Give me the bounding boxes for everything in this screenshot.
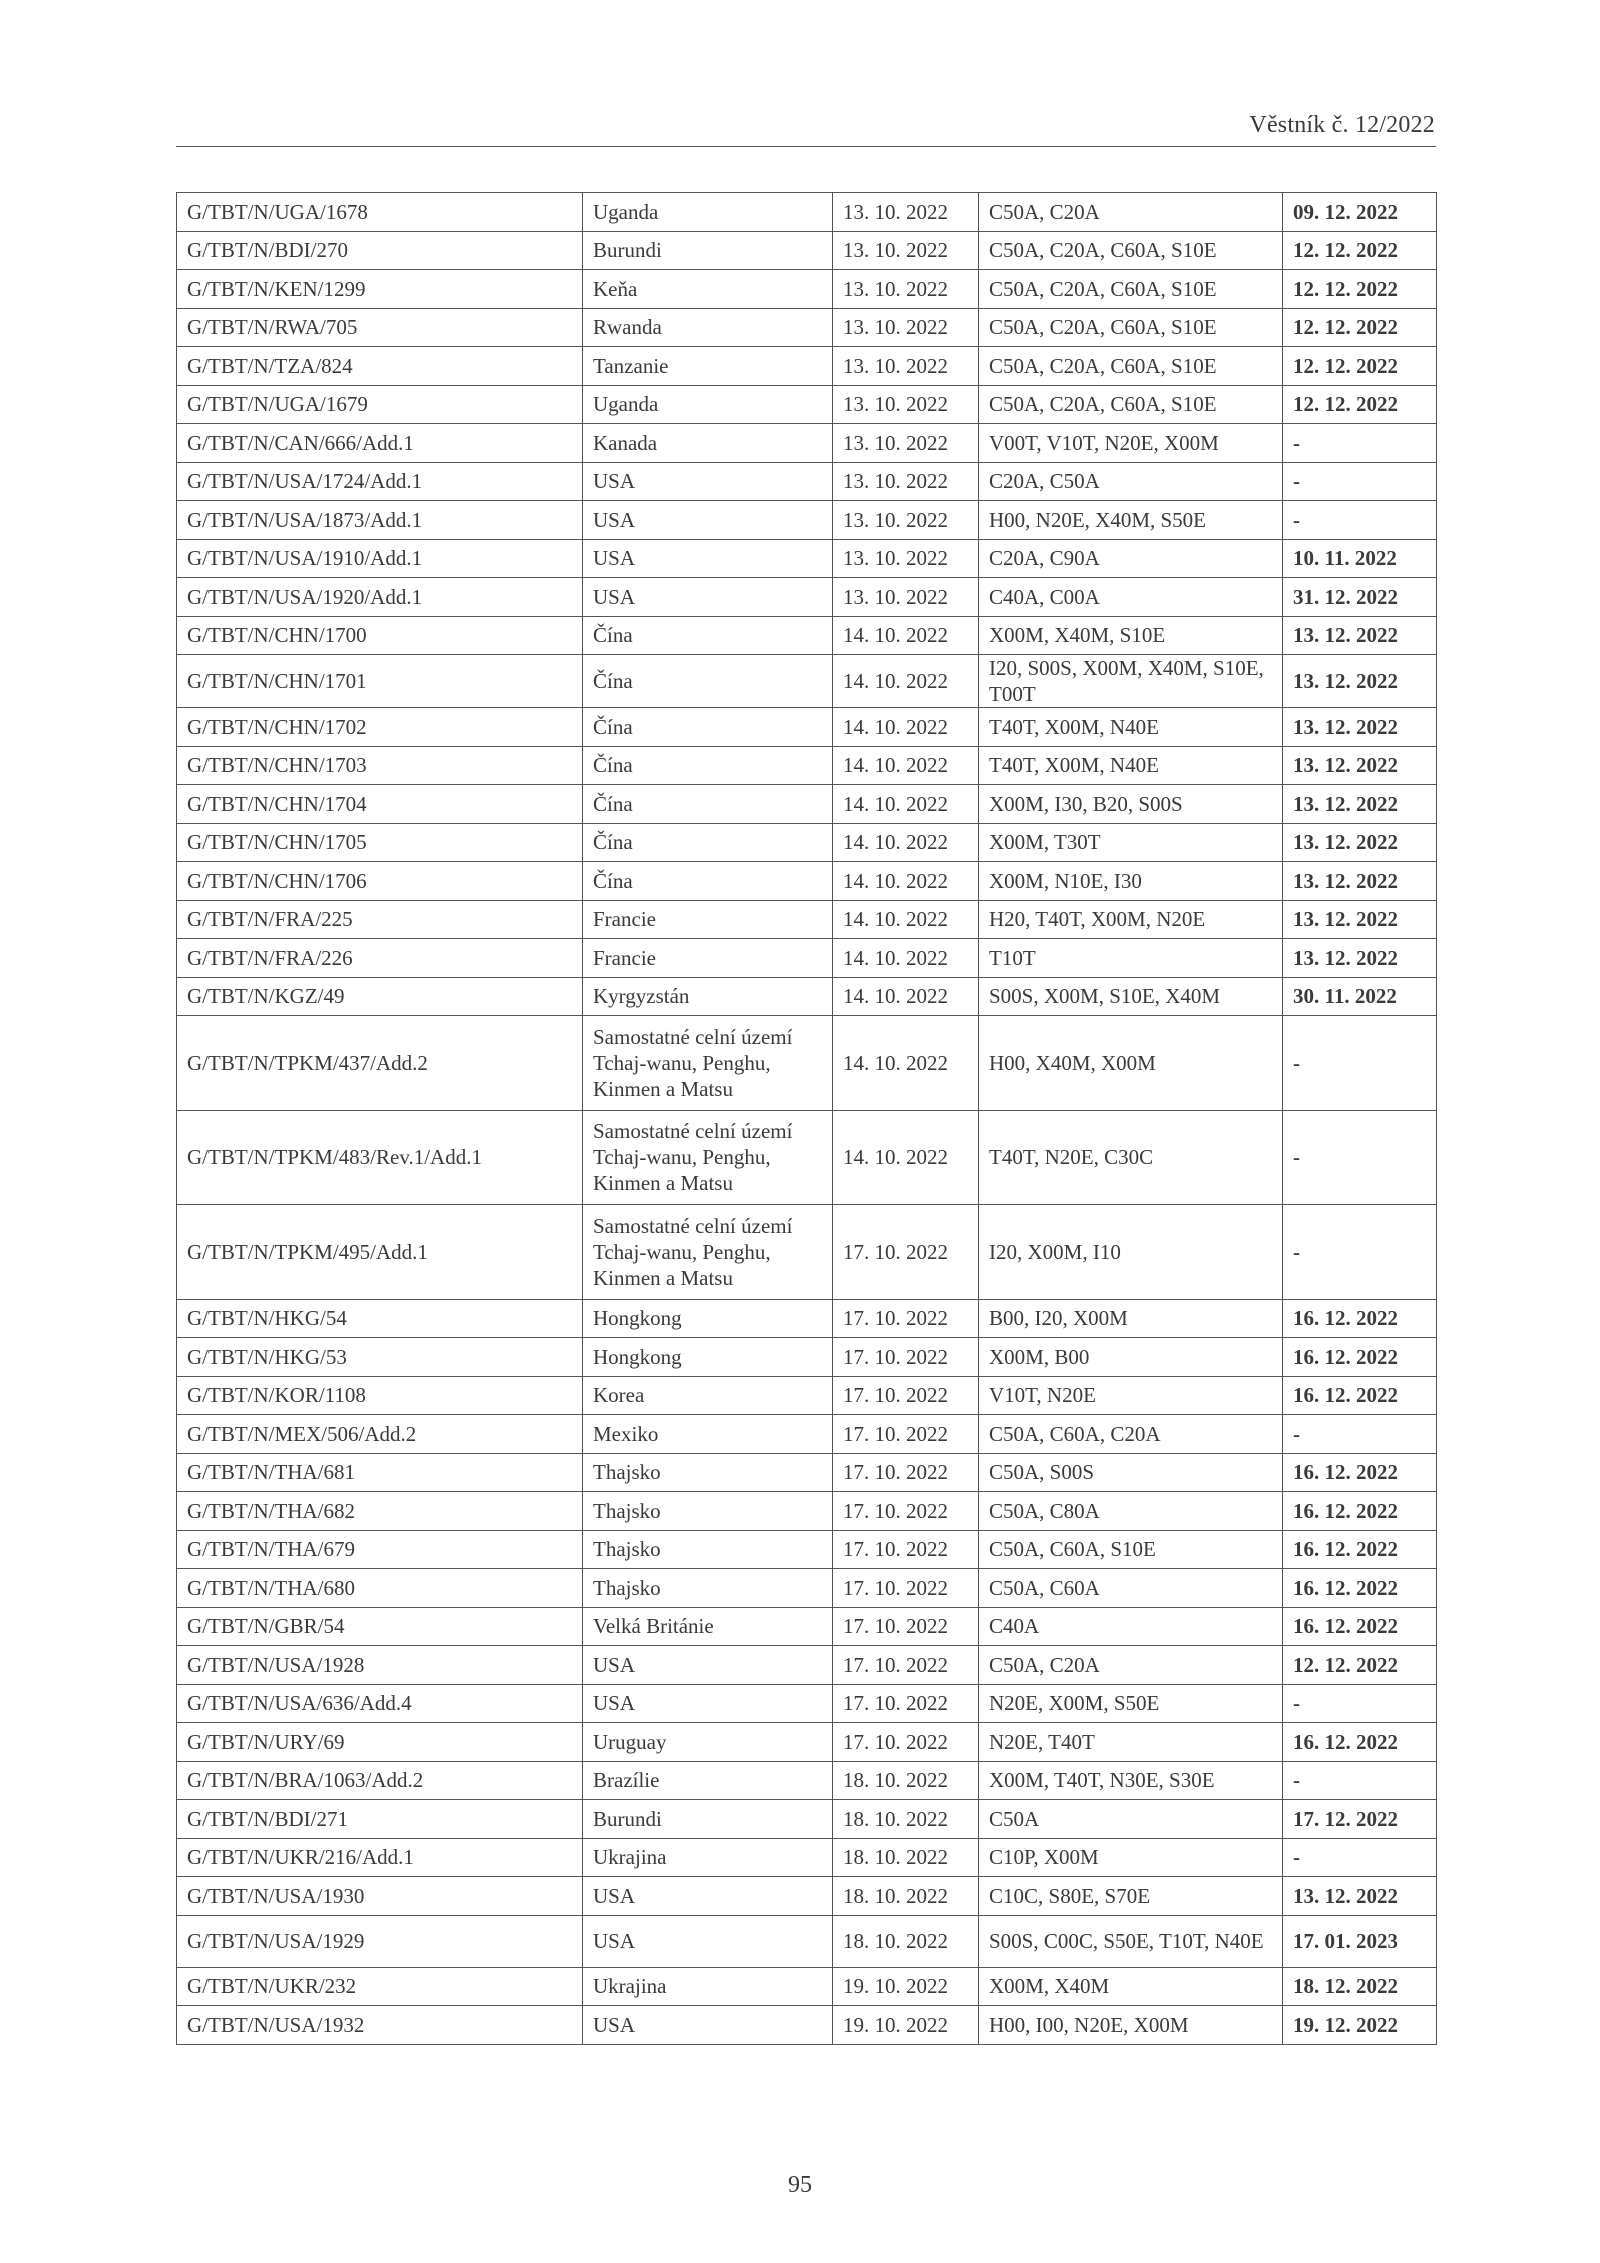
cell-date: 17. 10. 2022	[833, 1453, 979, 1492]
cell-member: Tanzanie	[583, 347, 833, 386]
cell-member: Burundi	[583, 1800, 833, 1839]
cell-date: 13. 10. 2022	[833, 347, 979, 386]
cell-member: Hongkong	[583, 1299, 833, 1338]
page-number: 95	[788, 2172, 812, 2198]
cell-codes: X00M, X40M	[979, 1967, 1283, 2006]
cell-codes: H00, I00, N20E, X00M	[979, 2006, 1283, 2045]
cell-date: 13. 10. 2022	[833, 270, 979, 309]
cell-date: 14. 10. 2022	[833, 616, 979, 655]
table-row	[177, 708, 1437, 747]
cell-member: Keňa	[583, 270, 833, 309]
cell-symbol: G/TBT/N/USA/1873/Add.1	[177, 501, 583, 540]
cell-deadline: 16. 12. 2022	[1283, 1530, 1437, 1569]
cell-symbol: G/TBT/N/CHN/1705	[177, 823, 583, 862]
cell-date: 17. 10. 2022	[833, 1492, 979, 1531]
cell-deadline: 13. 12. 2022	[1283, 939, 1437, 978]
cell-date: 17. 10. 2022	[833, 1530, 979, 1569]
cell-member: Thajsko	[583, 1492, 833, 1531]
cell-deadline: -	[1283, 1110, 1437, 1205]
cell-codes: H20, T40T, X00M, N20E	[979, 900, 1283, 939]
cell-date: 17. 10. 2022	[833, 1607, 979, 1646]
cell-deadline: 12. 12. 2022	[1283, 231, 1437, 270]
cell-member: USA	[583, 578, 833, 617]
cell-date: 13. 10. 2022	[833, 193, 979, 232]
cell-symbol: G/TBT/N/GBR/54	[177, 1607, 583, 1646]
table-row	[177, 1877, 1437, 1916]
cell-codes: I20, X00M, I10	[979, 1205, 1283, 1300]
table-row	[177, 578, 1437, 617]
cell-deadline: 17. 12. 2022	[1283, 1800, 1437, 1839]
table-row	[177, 900, 1437, 939]
cell-codes: C50A, C20A, C60A, S10E	[979, 385, 1283, 424]
cell-symbol: G/TBT/N/FRA/225	[177, 900, 583, 939]
table-row	[177, 1761, 1437, 1800]
cell-date: 13. 10. 2022	[833, 424, 979, 463]
cell-date: 18. 10. 2022	[833, 1800, 979, 1839]
cell-codes: V10T, N20E	[979, 1376, 1283, 1415]
cell-deadline: 09. 12. 2022	[1283, 193, 1437, 232]
table-row	[177, 1415, 1437, 1454]
table-row	[177, 193, 1437, 232]
cell-member: Samostatné celní území Tchaj-wanu, Penghu, Kinmen a Matsu	[583, 1205, 833, 1300]
cell-symbol: G/TBT/N/USA/1910/Add.1	[177, 539, 583, 578]
table-row	[177, 1569, 1437, 1608]
cell-codes: V00T, V10T, N20E, X00M	[979, 424, 1283, 463]
table-row	[177, 1607, 1437, 1646]
cell-symbol: G/TBT/N/TZA/824	[177, 347, 583, 386]
cell-date: 17. 10. 2022	[833, 1205, 979, 1300]
table-row	[177, 308, 1437, 347]
cell-date: 14. 10. 2022	[833, 746, 979, 785]
cell-member: Kanada	[583, 424, 833, 463]
cell-codes: T10T	[979, 939, 1283, 978]
cell-member: Ukrajina	[583, 1838, 833, 1877]
cell-symbol: G/TBT/N/UKR/232	[177, 1967, 583, 2006]
cell-date: 14. 10. 2022	[833, 977, 979, 1016]
cell-date: 19. 10. 2022	[833, 2006, 979, 2045]
cell-codes: C40A	[979, 1607, 1283, 1646]
cell-member: Uganda	[583, 193, 833, 232]
cell-codes: X00M, X40M, S10E	[979, 616, 1283, 655]
cell-date: 13. 10. 2022	[833, 578, 979, 617]
cell-deadline: 16. 12. 2022	[1283, 1492, 1437, 1531]
table-row	[177, 862, 1437, 901]
cell-symbol: G/TBT/N/UKR/216/Add.1	[177, 1838, 583, 1877]
cell-date: 14. 10. 2022	[833, 785, 979, 824]
cell-date: 17. 10. 2022	[833, 1338, 979, 1377]
table-row	[177, 347, 1437, 386]
cell-codes: N20E, T40T	[979, 1723, 1283, 1762]
cell-member: USA	[583, 1877, 833, 1916]
cell-member: Uganda	[583, 385, 833, 424]
table-row	[177, 231, 1437, 270]
cell-symbol: G/TBT/N/THA/680	[177, 1569, 583, 1608]
cell-symbol: G/TBT/N/KOR/1108	[177, 1376, 583, 1415]
cell-deadline: -	[1283, 1838, 1437, 1877]
table-row	[177, 785, 1437, 824]
table-row	[177, 539, 1437, 578]
cell-deadline: -	[1283, 1415, 1437, 1454]
cell-date: 17. 10. 2022	[833, 1376, 979, 1415]
cell-codes: I20, S00S, X00M, X40M, S10E, T00T	[979, 655, 1283, 708]
cell-codes: C10C, S80E, S70E	[979, 1877, 1283, 1916]
table-row	[177, 1684, 1437, 1723]
cell-member: USA	[583, 1915, 833, 1967]
cell-date: 14. 10. 2022	[833, 900, 979, 939]
cell-member: USA	[583, 1684, 833, 1723]
table-row	[177, 385, 1437, 424]
table-row	[177, 1723, 1437, 1762]
table-row	[177, 939, 1437, 978]
cell-member: USA	[583, 501, 833, 540]
cell-symbol: G/TBT/N/USA/1929	[177, 1915, 583, 1967]
cell-date: 18. 10. 2022	[833, 1877, 979, 1916]
header-divider	[176, 146, 1436, 147]
cell-deadline: 30. 11. 2022	[1283, 977, 1437, 1016]
table-row	[177, 270, 1437, 309]
table-row	[177, 1838, 1437, 1877]
cell-date: 19. 10. 2022	[833, 1967, 979, 2006]
cell-symbol: G/TBT/N/TPKM/437/Add.2	[177, 1016, 583, 1111]
cell-codes: H00, X40M, X00M	[979, 1016, 1283, 1111]
cell-date: 14. 10. 2022	[833, 655, 979, 708]
cell-date: 14. 10. 2022	[833, 1016, 979, 1111]
cell-deadline: 13. 12. 2022	[1283, 655, 1437, 708]
table-row	[177, 1376, 1437, 1415]
cell-codes: C50A, C60A, S10E	[979, 1530, 1283, 1569]
cell-member: Thajsko	[583, 1530, 833, 1569]
cell-member: USA	[583, 539, 833, 578]
cell-codes: X00M, I30, B20, S00S	[979, 785, 1283, 824]
cell-member: Ukrajina	[583, 1967, 833, 2006]
table-row	[177, 1915, 1437, 1967]
cell-codes: C10P, X00M	[979, 1838, 1283, 1877]
cell-symbol: G/TBT/N/CHN/1706	[177, 862, 583, 901]
cell-symbol: G/TBT/N/USA/1724/Add.1	[177, 462, 583, 501]
cell-deadline: 31. 12. 2022	[1283, 578, 1437, 617]
cell-member: Čína	[583, 785, 833, 824]
cell-symbol: G/TBT/N/CHN/1701	[177, 655, 583, 708]
cell-codes: C50A	[979, 1800, 1283, 1839]
cell-deadline: 12. 12. 2022	[1283, 347, 1437, 386]
cell-deadline: 13. 12. 2022	[1283, 862, 1437, 901]
cell-member: Francie	[583, 939, 833, 978]
cell-codes: C50A, C20A	[979, 193, 1283, 232]
cell-symbol: G/TBT/N/RWA/705	[177, 308, 583, 347]
cell-deadline: 12. 12. 2022	[1283, 270, 1437, 309]
cell-codes: C20A, C90A	[979, 539, 1283, 578]
cell-codes: C50A, C60A	[979, 1569, 1283, 1608]
cell-deadline: 16. 12. 2022	[1283, 1338, 1437, 1377]
cell-deadline: -	[1283, 1016, 1437, 1111]
cell-member: USA	[583, 1646, 833, 1685]
cell-codes: C50A, C80A	[979, 1492, 1283, 1531]
cell-codes: X00M, B00	[979, 1338, 1283, 1377]
table-row	[177, 1299, 1437, 1338]
cell-date: 17. 10. 2022	[833, 1569, 979, 1608]
table-row	[177, 2006, 1437, 2045]
cell-member: Burundi	[583, 231, 833, 270]
cell-date: 17. 10. 2022	[833, 1646, 979, 1685]
cell-symbol: G/TBT/N/CHN/1702	[177, 708, 583, 747]
cell-date: 14. 10. 2022	[833, 862, 979, 901]
cell-codes: C50A, S00S	[979, 1453, 1283, 1492]
cell-codes: T40T, X00M, N40E	[979, 746, 1283, 785]
cell-member: Velká Británie	[583, 1607, 833, 1646]
cell-deadline: 18. 12. 2022	[1283, 1967, 1437, 2006]
cell-date: 14. 10. 2022	[833, 708, 979, 747]
cell-deadline: 12. 12. 2022	[1283, 1646, 1437, 1685]
table-row	[177, 1110, 1437, 1205]
table-row	[177, 424, 1437, 463]
cell-symbol: G/TBT/N/BDI/271	[177, 1800, 583, 1839]
cell-date: 17. 10. 2022	[833, 1723, 979, 1762]
cell-deadline: -	[1283, 501, 1437, 540]
table-row	[177, 823, 1437, 862]
cell-codes: C20A, C50A	[979, 462, 1283, 501]
cell-date: 13. 10. 2022	[833, 385, 979, 424]
table-row	[177, 746, 1437, 785]
cell-deadline: 16. 12. 2022	[1283, 1723, 1437, 1762]
cell-member: Thajsko	[583, 1453, 833, 1492]
cell-deadline: 13. 12. 2022	[1283, 616, 1437, 655]
cell-member: Rwanda	[583, 308, 833, 347]
notifications-table	[176, 192, 1437, 2045]
cell-symbol: G/TBT/N/THA/681	[177, 1453, 583, 1492]
table-row	[177, 1646, 1437, 1685]
cell-symbol: G/TBT/N/KEN/1299	[177, 270, 583, 309]
cell-codes: X00M, T30T	[979, 823, 1283, 862]
cell-symbol: G/TBT/N/CHN/1700	[177, 616, 583, 655]
cell-symbol: G/TBT/N/BDI/270	[177, 231, 583, 270]
table-row	[177, 501, 1437, 540]
cell-deadline: 16. 12. 2022	[1283, 1607, 1437, 1646]
cell-deadline: 10. 11. 2022	[1283, 539, 1437, 578]
cell-deadline: -	[1283, 1761, 1437, 1800]
cell-member: Samostatné celní území Tchaj-wanu, Penghu, Kinmen a Matsu	[583, 1016, 833, 1111]
table-row	[177, 462, 1437, 501]
cell-symbol: G/TBT/N/USA/1920/Add.1	[177, 578, 583, 617]
cell-deadline: 13. 12. 2022	[1283, 785, 1437, 824]
cell-deadline: 13. 12. 2022	[1283, 823, 1437, 862]
cell-codes: C50A, C60A, C20A	[979, 1415, 1283, 1454]
cell-date: 17. 10. 2022	[833, 1684, 979, 1723]
table-row	[177, 1338, 1437, 1377]
cell-member: Čína	[583, 746, 833, 785]
cell-codes: C50A, C20A, C60A, S10E	[979, 270, 1283, 309]
cell-codes: C50A, C20A, C60A, S10E	[979, 231, 1283, 270]
cell-symbol: G/TBT/N/HKG/53	[177, 1338, 583, 1377]
cell-codes: T40T, N20E, C30C	[979, 1110, 1283, 1205]
cell-member: Čína	[583, 616, 833, 655]
notifications-table-body	[177, 193, 1437, 2045]
cell-codes: X00M, N10E, I30	[979, 862, 1283, 901]
cell-codes: C50A, C20A	[979, 1646, 1283, 1685]
cell-symbol: G/TBT/N/THA/679	[177, 1530, 583, 1569]
cell-member: USA	[583, 462, 833, 501]
cell-symbol: G/TBT/N/BRA/1063/Add.2	[177, 1761, 583, 1800]
cell-codes: X00M, T40T, N30E, S30E	[979, 1761, 1283, 1800]
cell-symbol: G/TBT/N/TPKM/483/Rev.1/Add.1	[177, 1110, 583, 1205]
cell-date: 14. 10. 2022	[833, 939, 979, 978]
cell-symbol: G/TBT/N/USA/1932	[177, 2006, 583, 2045]
table-row	[177, 1016, 1437, 1111]
cell-date: 18. 10. 2022	[833, 1915, 979, 1967]
cell-codes: C50A, C20A, C60A, S10E	[979, 308, 1283, 347]
cell-symbol: G/TBT/N/UGA/1679	[177, 385, 583, 424]
cell-date: 13. 10. 2022	[833, 501, 979, 540]
cell-date: 13. 10. 2022	[833, 308, 979, 347]
cell-deadline: 13. 12. 2022	[1283, 900, 1437, 939]
cell-deadline: 12. 12. 2022	[1283, 308, 1437, 347]
cell-symbol: G/TBT/N/KGZ/49	[177, 977, 583, 1016]
cell-date: 14. 10. 2022	[833, 823, 979, 862]
cell-date: 13. 10. 2022	[833, 231, 979, 270]
cell-date: 18. 10. 2022	[833, 1761, 979, 1800]
cell-deadline: -	[1283, 424, 1437, 463]
cell-member: Čína	[583, 708, 833, 747]
cell-codes: H00, N20E, X40M, S50E	[979, 501, 1283, 540]
cell-date: 14. 10. 2022	[833, 1110, 979, 1205]
table-row	[177, 616, 1437, 655]
cell-symbol: G/TBT/N/USA/1928	[177, 1646, 583, 1685]
cell-codes: S00S, C00C, S50E, T10T, N40E	[979, 1915, 1283, 1967]
cell-codes: N20E, X00M, S50E	[979, 1684, 1283, 1723]
cell-member: Korea	[583, 1376, 833, 1415]
table-row	[177, 1492, 1437, 1531]
cell-deadline: 12. 12. 2022	[1283, 385, 1437, 424]
cell-codes: C50A, C20A, C60A, S10E	[979, 347, 1283, 386]
cell-date: 17. 10. 2022	[833, 1415, 979, 1454]
cell-member: Kyrgyzstán	[583, 977, 833, 1016]
cell-member: USA	[583, 2006, 833, 2045]
cell-symbol: G/TBT/N/USA/1930	[177, 1877, 583, 1916]
table-row	[177, 655, 1437, 708]
cell-deadline: -	[1283, 1684, 1437, 1723]
cell-symbol: G/TBT/N/USA/636/Add.4	[177, 1684, 583, 1723]
cell-deadline: 16. 12. 2022	[1283, 1569, 1437, 1608]
cell-member: Francie	[583, 900, 833, 939]
cell-symbol: G/TBT/N/MEX/506/Add.2	[177, 1415, 583, 1454]
cell-deadline: 19. 12. 2022	[1283, 2006, 1437, 2045]
table-row	[177, 977, 1437, 1016]
cell-deadline: -	[1283, 462, 1437, 501]
cell-member: Mexiko	[583, 1415, 833, 1454]
table-row	[177, 1205, 1437, 1300]
cell-symbol: G/TBT/N/CAN/666/Add.1	[177, 424, 583, 463]
cell-codes: S00S, X00M, S10E, X40M	[979, 977, 1283, 1016]
cell-symbol: G/TBT/N/FRA/226	[177, 939, 583, 978]
cell-deadline: 17. 01. 2023	[1283, 1915, 1437, 1967]
cell-member: Čína	[583, 862, 833, 901]
cell-symbol: G/TBT/N/HKG/54	[177, 1299, 583, 1338]
cell-deadline: 13. 12. 2022	[1283, 1877, 1437, 1916]
table-row	[177, 1530, 1437, 1569]
cell-deadline: 16. 12. 2022	[1283, 1299, 1437, 1338]
cell-member: Thajsko	[583, 1569, 833, 1608]
cell-date: 13. 10. 2022	[833, 539, 979, 578]
cell-member: Brazílie	[583, 1761, 833, 1800]
cell-symbol: G/TBT/N/UGA/1678	[177, 193, 583, 232]
cell-deadline: -	[1283, 1205, 1437, 1300]
cell-date: 17. 10. 2022	[833, 1299, 979, 1338]
table-row	[177, 1453, 1437, 1492]
cell-symbol: G/TBT/N/THA/682	[177, 1492, 583, 1531]
cell-symbol: G/TBT/N/CHN/1703	[177, 746, 583, 785]
cell-symbol: G/TBT/N/URY/69	[177, 1723, 583, 1762]
cell-symbol: G/TBT/N/CHN/1704	[177, 785, 583, 824]
cell-member: Čína	[583, 823, 833, 862]
table-row	[177, 1800, 1437, 1839]
cell-date: 18. 10. 2022	[833, 1838, 979, 1877]
cell-member: Hongkong	[583, 1338, 833, 1377]
bulletin-title: Věstník č. 12/2022	[1249, 112, 1435, 138]
cell-deadline: 13. 12. 2022	[1283, 708, 1437, 747]
cell-member: Uruguay	[583, 1723, 833, 1762]
cell-date: 13. 10. 2022	[833, 462, 979, 501]
cell-symbol: G/TBT/N/TPKM/495/Add.1	[177, 1205, 583, 1300]
cell-codes: C40A, C00A	[979, 578, 1283, 617]
cell-member: Čína	[583, 655, 833, 708]
cell-deadline: 16. 12. 2022	[1283, 1453, 1437, 1492]
cell-deadline: 13. 12. 2022	[1283, 746, 1437, 785]
cell-member: Samostatné celní území Tchaj-wanu, Penghu, Kinmen a Matsu	[583, 1110, 833, 1205]
table-row	[177, 1967, 1437, 2006]
cell-codes: T40T, X00M, N40E	[979, 708, 1283, 747]
cell-codes: B00, I20, X00M	[979, 1299, 1283, 1338]
cell-deadline: 16. 12. 2022	[1283, 1376, 1437, 1415]
